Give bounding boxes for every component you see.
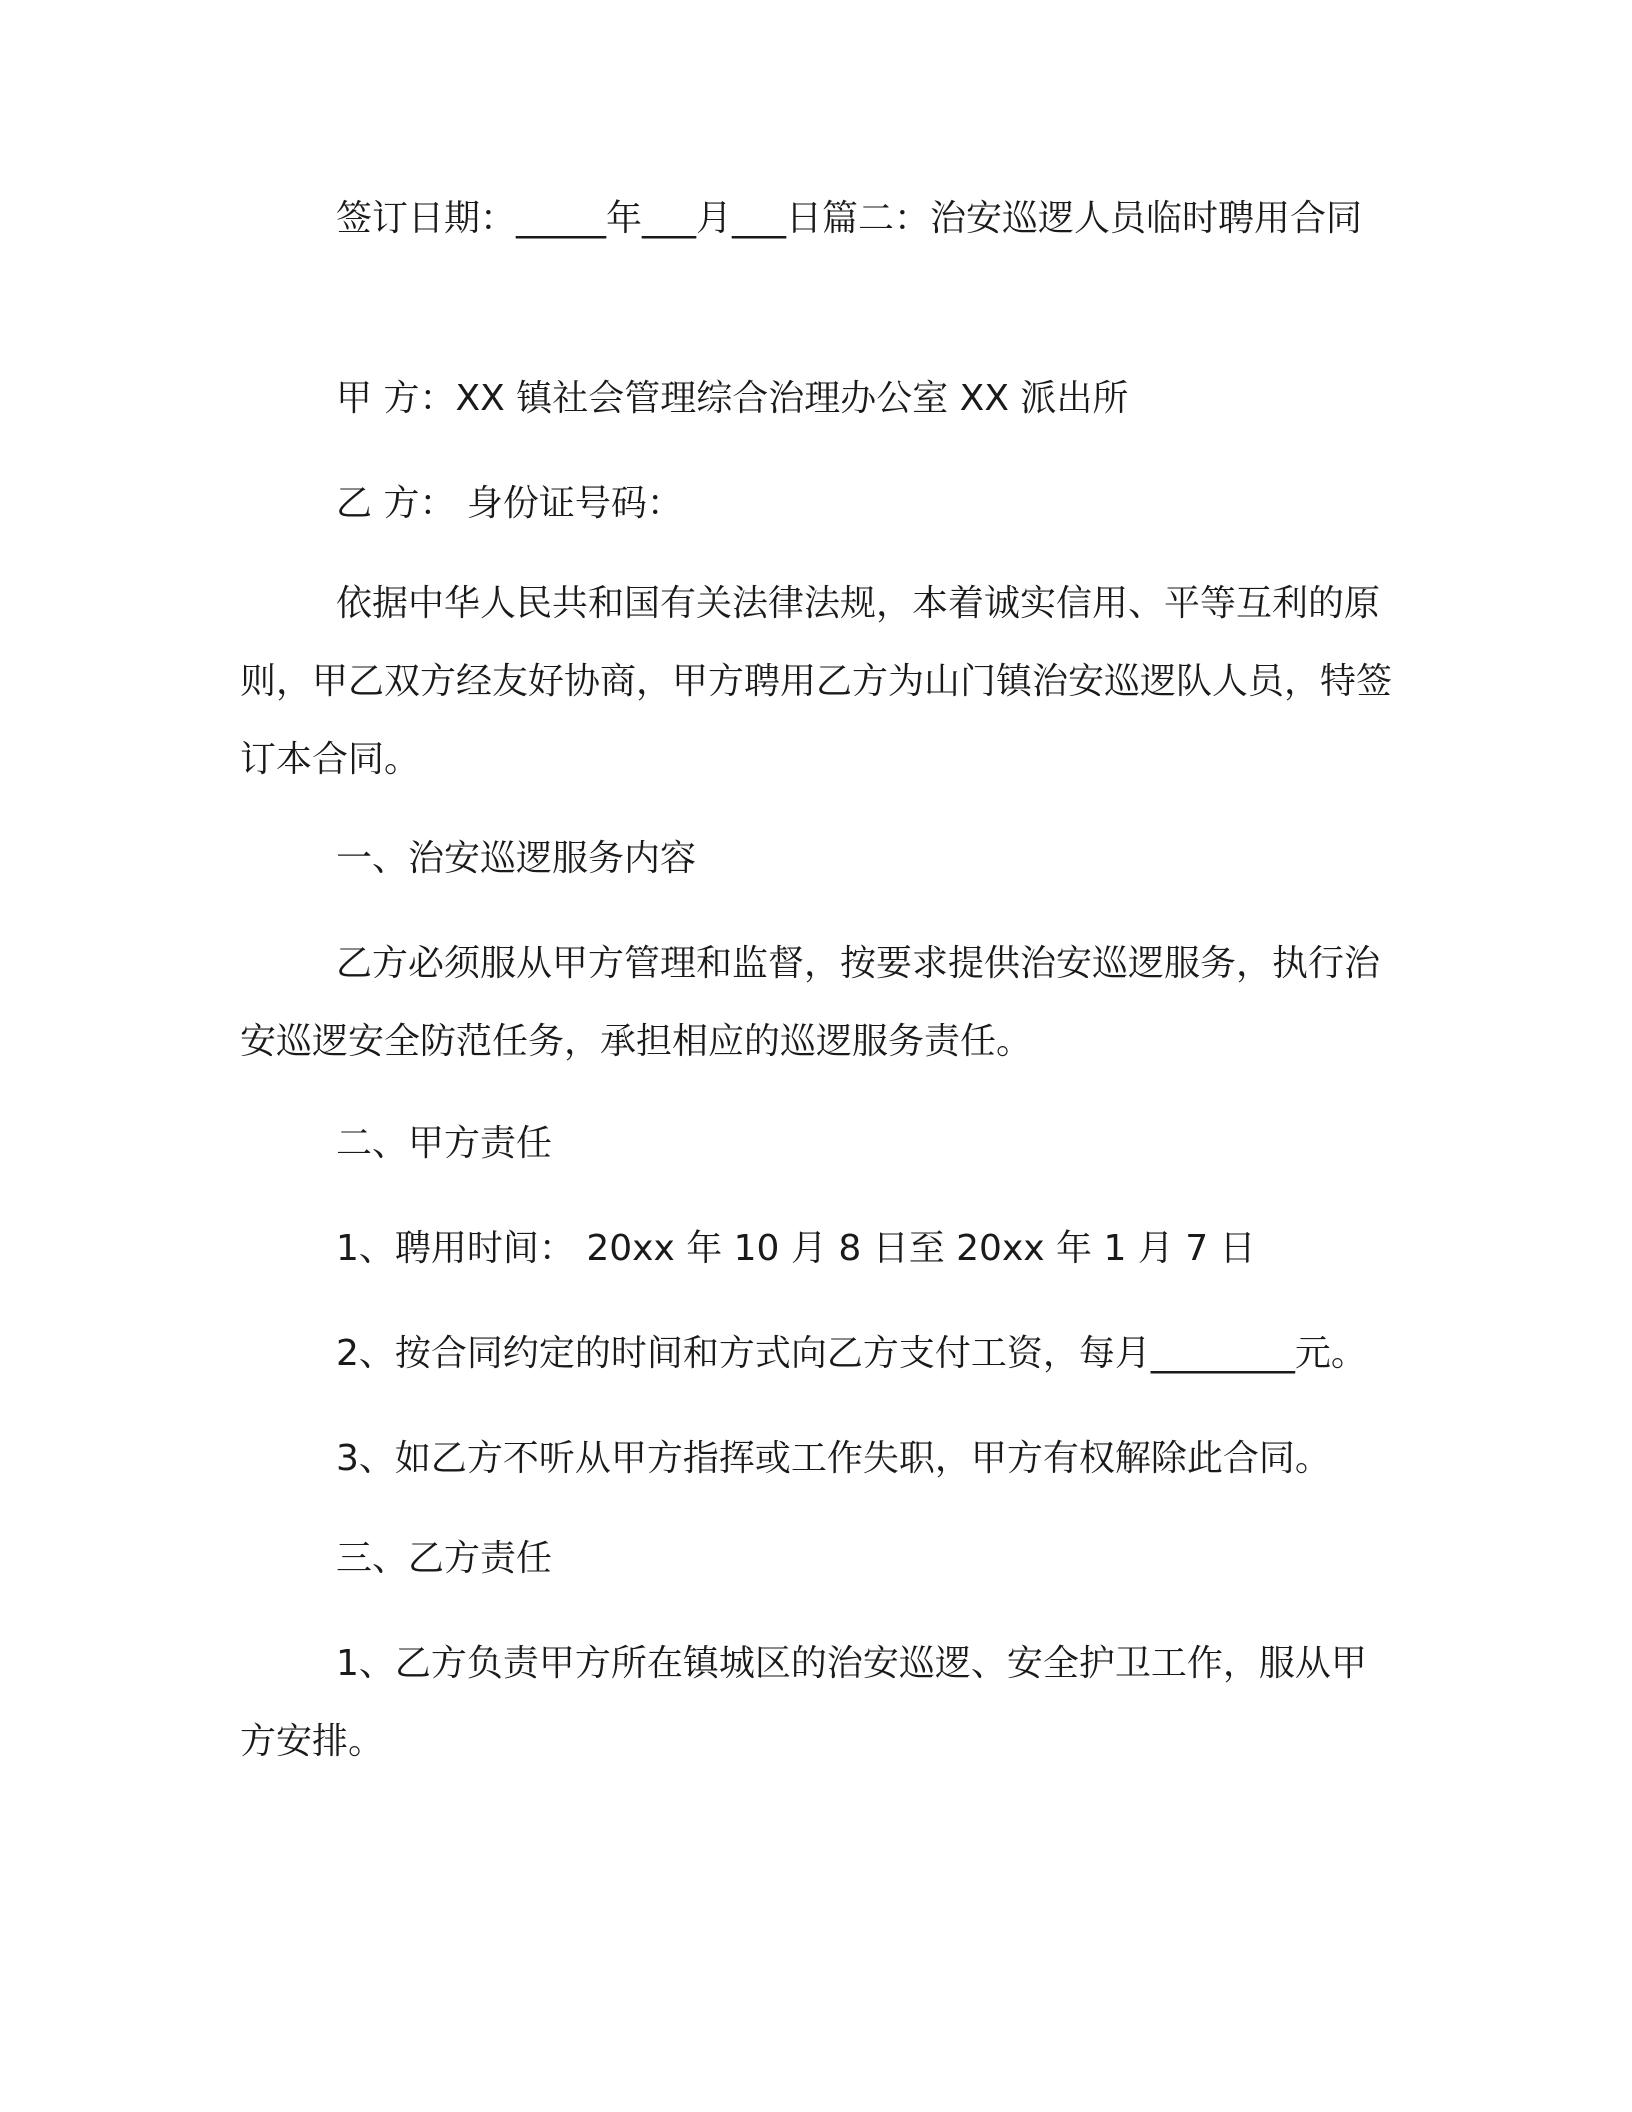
service-content-paragraph: 乙方必须服从甲方管理和监督，按要求提供治安巡逻服务，执行治安巡逻安全防范任务，承担相应的巡逻服务责任。 xyxy=(240,943,1381,1062)
preamble-paragraph: 依据中华人民共和国有关法律法规，本着诚实信用、平等互利的原则，甲乙双方经友好协商，甲方聘用乙方为山门镇治安巡逻队人员，特签订本合同。 xyxy=(240,583,1393,780)
party-b-item-1: 1、乙方负责甲方所在镇城区的治安巡逻、安全护卫工作，服从甲方安排。 xyxy=(240,1643,1367,1762)
party-a: 甲 方：XX 镇社会管理综合治理办公室 XX 派出所 xyxy=(336,378,1129,419)
section-heading-3: 三、乙方责任 xyxy=(336,1538,553,1579)
party-a-item-3: 3、如乙方不听从甲方指挥或工作失职，甲方有权解除此合同。 xyxy=(336,1438,1331,1479)
party-b: 乙 方： 身份证号码： xyxy=(336,483,683,524)
party-a-item-2: 2、按合同约定的时间和方式向乙方支付工资，每月________元。 xyxy=(336,1333,1367,1374)
signing-date-and-title: 签订日期：_____年___月___日篇二：治安巡逻人员临时聘用合同 xyxy=(336,198,1363,239)
section-heading-1: 一、治安巡逻服务内容 xyxy=(336,838,697,879)
party-a-item-1: 1、聘用时间： 20xx 年 10 月 8 日至 20xx 年 1 月 7 日 xyxy=(336,1228,1256,1269)
section-heading-2: 二、甲方责任 xyxy=(336,1123,553,1164)
